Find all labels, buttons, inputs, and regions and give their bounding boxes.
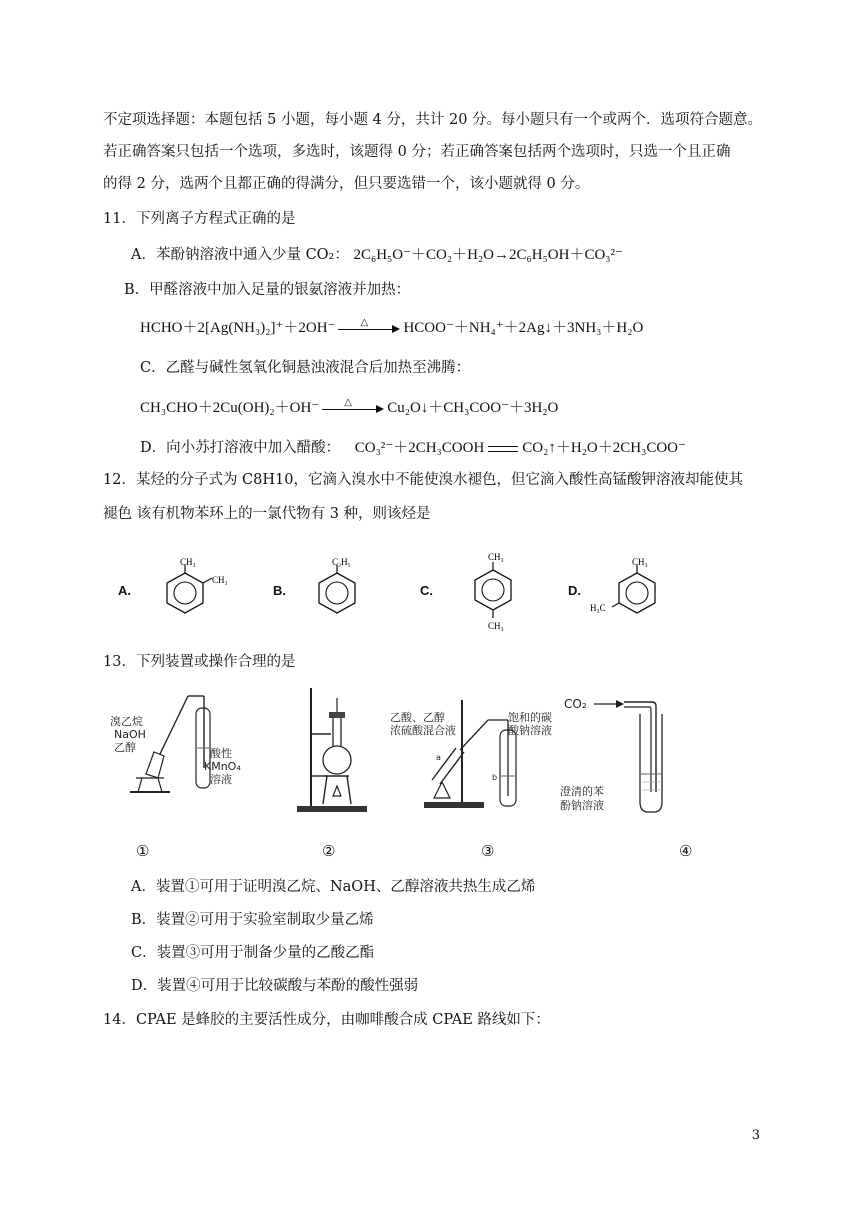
q11-a-equation: 2C₆H₅O⁻＋CO₂＋H₂O→2C₆H₅OH＋CO₃²⁻ bbox=[353, 247, 623, 263]
apparatus-number-1: ① bbox=[136, 842, 150, 860]
q12-option-b-label: B. bbox=[273, 583, 286, 598]
q11-c-eq-left: CH₃CHO＋2Cu(OH)₂＋OH⁻ bbox=[140, 400, 320, 416]
q12-option-d-label: D. bbox=[568, 583, 581, 598]
apparatus-2 bbox=[295, 688, 375, 816]
q11-a-eq-left: 2C₆H₅O⁻＋CO₂＋H₂O bbox=[353, 247, 494, 263]
app1-label-ethanol: 乙醇 bbox=[114, 741, 136, 754]
apparatus-number-2: ② bbox=[322, 842, 336, 860]
p-xylene-structure bbox=[468, 550, 538, 635]
heat-symbol: △ bbox=[360, 316, 369, 328]
apparatus-3-drawing bbox=[390, 700, 550, 812]
intro-line-1: 不定项选择题：本题包括 5 小题，每小题 4 分，共计 20 分。每小题只有一个或两个．选项符合题意。 bbox=[103, 112, 763, 128]
subst-ch3-c1: CH₃ bbox=[488, 552, 504, 562]
app4-label-co2: CO₂ bbox=[564, 697, 587, 711]
q11-c-eq-right: Cu₂O↓＋CH₃COO⁻＋3H₂O bbox=[387, 400, 559, 416]
heat-symbol: △ bbox=[344, 396, 352, 408]
q11-a-text: A．苯酚钠溶液中通入少量 CO₂： bbox=[131, 247, 349, 263]
q11-d-eq-right: CO₂↑＋H₂O＋2CH₃COO⁻ bbox=[522, 440, 686, 456]
q11-d-eq-left: CO₃²⁻＋2CH₃COOH bbox=[354, 440, 485, 456]
q13-option-b: B．装置②可用于实验室制取少量乙烯 bbox=[131, 912, 374, 928]
app4-label-phenoxide: 酚钠溶液 bbox=[560, 799, 604, 812]
q11-b-eq-right: HCOO⁻＋NH₄⁺＋2Ag↓＋3NH₃＋H₂O bbox=[403, 320, 644, 336]
app3-label-b: b bbox=[492, 773, 498, 782]
app3-label-a: a bbox=[436, 753, 441, 762]
q11-b-eq-left: HCHO＋2[Ag(NH₃)₂]⁺＋2OH⁻ bbox=[140, 320, 336, 336]
q12-option-c-label: C. bbox=[420, 583, 433, 598]
q11-a-eq-right: 2C₆H₅OH＋CO₃²⁻ bbox=[509, 247, 623, 263]
apparatus-3 bbox=[390, 700, 550, 812]
q11-d-text: D．向小苏打溶液中加入醋酸： bbox=[140, 440, 341, 456]
ethylbenzene-structure bbox=[312, 555, 382, 625]
apparatus-number-4: ④ bbox=[679, 842, 693, 860]
q11-option-b: B．甲醛溶液中加入足量的银氨溶液并加热： bbox=[124, 282, 411, 298]
subst-ch3-a2: CH₃ bbox=[212, 575, 228, 585]
o-xylene-structure bbox=[160, 555, 240, 625]
subst-h3c-d2: H₃C bbox=[590, 603, 606, 613]
app3-label-mixture: 浓硫酸混合液 bbox=[390, 724, 456, 737]
app1-label-acidic: 酸性 bbox=[210, 747, 232, 760]
subst-ch3-a1: CH₃ bbox=[180, 557, 196, 567]
apparatus-4-drawing bbox=[560, 690, 680, 820]
q12-option-a-label: A. bbox=[118, 583, 131, 598]
page-number: 3 bbox=[751, 1128, 760, 1143]
subst-ch3-c2: CH₃ bbox=[488, 621, 504, 631]
app1-label-naoh: NaOH bbox=[114, 728, 146, 741]
q13-option-a: A．装置①可用于证明溴乙烷、NaOH、乙醇溶液共热生成乙烯 bbox=[131, 879, 536, 895]
apparatus-4 bbox=[560, 690, 680, 820]
subst-ch3-d1: CH₃ bbox=[632, 557, 648, 567]
app1-label-kmno4: KMnO₄ bbox=[204, 760, 241, 773]
heat-arrow-icon bbox=[322, 396, 384, 414]
app1-label-solution: 溶液 bbox=[210, 773, 232, 786]
intro-line-2: 若正确答案只包括一个选项，多选时，该题得 0 分；若正确答案包括两个选项时，只选一个且正确 bbox=[103, 144, 731, 160]
app3-label-acids: 乙酸、乙醇 bbox=[390, 711, 445, 724]
q12-stem-2: 褪色 该有机物苯环上的一氯代物有 3 种，则该烃是 bbox=[103, 506, 431, 522]
app3-label-carbonate: 酸钠溶液 bbox=[508, 724, 552, 737]
q12-stem-1: 12．某烃的分子式为 C8H10，它滴入溴水中不能使溴水褪色，但它滴入酸性高锰酸钾溶液却能使其 bbox=[103, 472, 743, 488]
q11-d-equation bbox=[355, 440, 686, 456]
intro-line-3: 的得 2 分，选两个且都正确的得满分，但只要选错一个，该小题就得 0 分。 bbox=[103, 176, 590, 192]
equals-sign-icon bbox=[488, 446, 518, 452]
app4-label-clear: 澄清的苯 bbox=[560, 785, 604, 798]
q13-option-c: C．装置③可用于制备少量的乙酸乙酯 bbox=[131, 945, 375, 961]
q11-option-a bbox=[131, 245, 623, 265]
app3-label-saturated: 饱和的碳 bbox=[508, 711, 552, 724]
q11-b-equation bbox=[140, 318, 643, 338]
q11-option-d bbox=[140, 438, 686, 458]
q11-c-equation bbox=[140, 398, 558, 418]
heat-arrow-icon bbox=[338, 316, 400, 334]
m-xylene-structure bbox=[590, 555, 670, 625]
q13-option-d: D．装置④可用于比较碳酸与苯酚的酸性强弱 bbox=[131, 978, 419, 994]
q11-stem: 11．下列离子方程式正确的是 bbox=[103, 211, 296, 227]
apparatus-1-drawing bbox=[110, 688, 250, 798]
subst-c2h5: C₂H₅ bbox=[332, 557, 351, 567]
q11-option-c: C．乙醛与碱性氢氧化铜悬浊液混合后加热至沸腾： bbox=[140, 360, 471, 376]
q14-stem: 14．CPAE 是蜂胶的主要活性成分，由咖啡酸合成 CPAE 路线如下： bbox=[103, 1012, 550, 1028]
q13-stem: 13．下列装置或操作合理的是 bbox=[103, 654, 296, 670]
app1-label-bromoethane: 溴乙烷 bbox=[110, 715, 143, 728]
apparatus-number-3: ③ bbox=[481, 842, 495, 860]
apparatus-1 bbox=[110, 688, 250, 798]
